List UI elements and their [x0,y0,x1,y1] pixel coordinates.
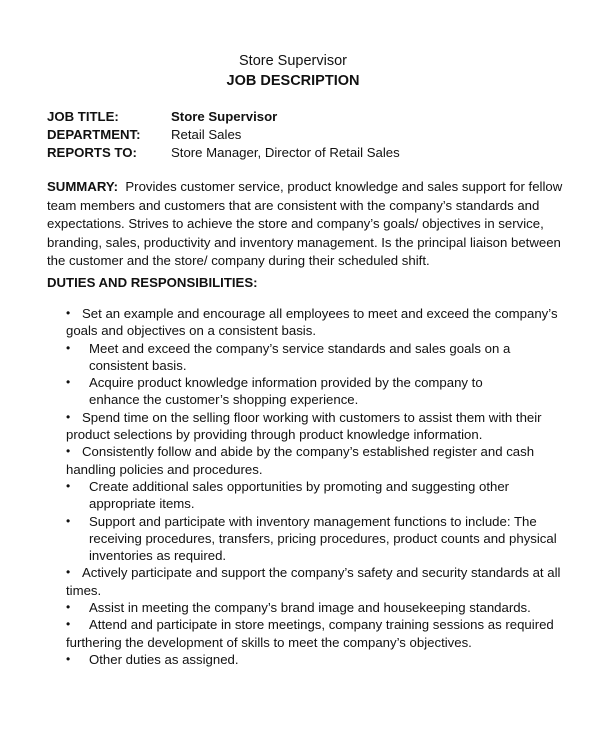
duty-item [0,305,600,340]
duty-item [0,599,600,616]
info-value: Retail Sales [171,127,242,142]
summary-line: branding, sales, productivity and inventory management. Is the principal liaison between [47,234,561,250]
duty-line: Attend and participate in store meetings, company training sessions as required [89,617,554,633]
duty-item [0,513,600,565]
duty-line: Consistently follow and abide by the company’s established register and cash [82,444,535,460]
job-info-table [47,108,400,162]
info-row-department [47,126,400,144]
bullet-icon: • [66,375,71,390]
duty-line: Actively participate and support the company’s safety and security standards at all [82,565,561,581]
bullet-icon: • [66,565,71,580]
duty-line: handling policies and procedures. [66,461,263,477]
duty-line: appropriate items. [89,496,195,512]
duty-line: Set an example and encourage all employees to meet and exceed the company’s [82,306,558,321]
duty-line: inventories as required. [89,548,227,564]
duties-list [0,305,600,668]
bullet-icon: • [66,444,71,459]
duty-item [0,616,600,651]
bullet-icon: • [66,600,71,615]
bullet-icon: • [66,513,71,528]
duty-line: Acquire product knowledge information provided by the company to [89,375,483,391]
duty-line: Spend time on the selling floor working with customers to assist them with their [82,409,542,425]
duty-item [0,564,600,599]
summary-label: SUMMARY: [47,179,119,194]
summary-line: the customer and the store/ company during their scheduled shift. [47,253,430,269]
duty-line: Create additional sales opportunities by promoting and suggesting other [89,478,510,494]
summary-text: Provides customer service, product knowledge and sales support for fellow [125,179,563,194]
duty-line: Meet and exceed the company’s service standards and sales goals on a [89,340,511,356]
bullet-icon: • [66,617,71,632]
title-block [0,51,600,91]
info-value: Store Manager, Director of Retail Sales [171,145,400,160]
duty-line: Other duties as assigned. [89,651,239,667]
duty-line: consistent basis. [89,357,187,373]
duty-item [0,374,600,409]
duty-line: times. [66,582,102,598]
duty-line: Support and participate with inventory management functions to include: The [89,513,537,529]
summary-line [47,178,563,197]
duty-line: enhance the customer’s shopping experience. [89,392,359,408]
info-key: JOB TITLE: [47,109,119,124]
bullet-icon: • [66,306,71,320]
bullet-icon: • [66,340,71,355]
duty-item [0,478,600,513]
duty-item [0,409,600,444]
duty-item [0,651,600,668]
document-title: Store Supervisor [239,53,347,69]
bullet-icon: • [66,478,71,493]
info-row-reports-to [47,144,400,162]
duty-item [0,340,600,375]
bullet-icon: • [66,409,71,424]
info-value: Store Supervisor [171,109,278,124]
duty-line: Assist in meeting the company’s brand image and housekeeping standards. [89,600,531,616]
summary-section [47,178,563,271]
duty-line: receiving procedures, transfers, pricing procedures, product counts and physical [89,530,557,546]
duty-line: goals and objectives on a consistent basis. [66,323,316,339]
duty-line: furthering the development of skills to meet the company’s objectives. [66,634,472,650]
summary-line: expectations. Strives to achieve the store and company’s goals/ objectives in service, [47,216,544,232]
duty-line: product selections by providing through product knowledge information. [66,427,483,443]
duties-heading: DUTIES AND RESPONSIBILITIES: [47,275,258,290]
info-key: DEPARTMENT: [47,127,141,142]
info-row-job-title [47,108,400,126]
document-subtitle: JOB DESCRIPTION [226,73,360,89]
info-key: REPORTS TO: [47,145,137,160]
summary-line: team members and customers that are consistent with the company’s standards and [47,197,540,213]
bullet-icon: • [66,651,71,666]
duty-item [0,443,600,478]
